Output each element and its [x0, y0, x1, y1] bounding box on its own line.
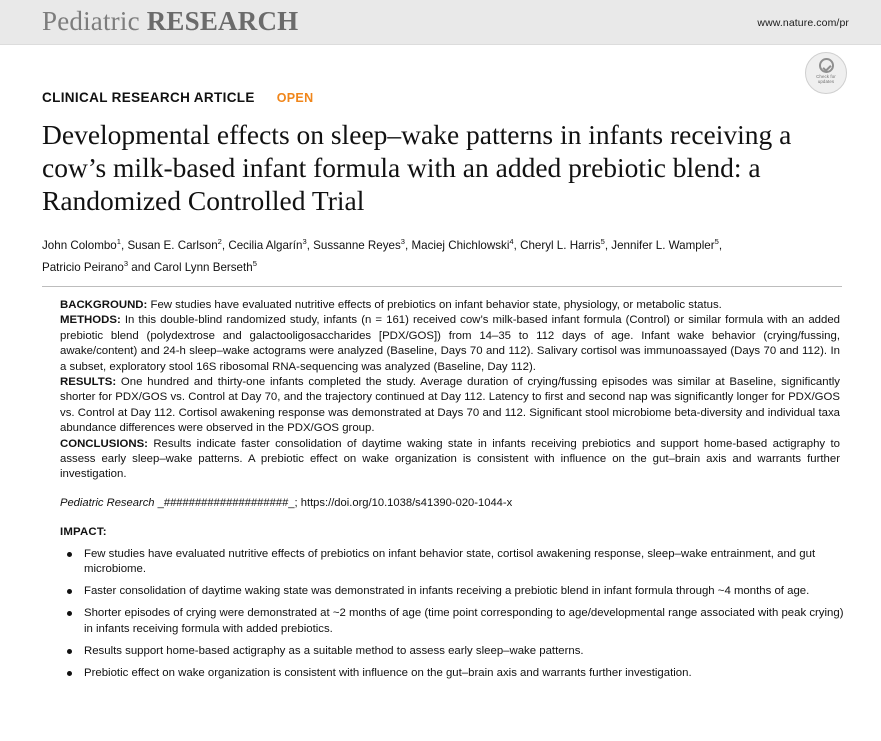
abstract-conclusions-label: CONCLUSIONS:	[60, 437, 148, 450]
article-header	[42, 90, 842, 277]
abstract-methods-label: METHODS:	[60, 314, 121, 327]
open-access-badge: OPEN	[276, 91, 314, 105]
citation-journal: Pediatric Research	[60, 496, 155, 509]
abstract-results	[60, 375, 840, 437]
page-title: Developmental effects on sleep–wake patterns in infants receiving a cow’s milk-based infant formula with an added prebiotic blend: a Randomized Controlled Trial	[42, 119, 792, 216]
list-item: Shorter episodes of crying were demonstrated at ~2 months of age (time point corresponding to age/developmental range associated with peak crying) in infants receiving formula with added prebiotics.	[60, 606, 850, 636]
citation-doi[interactable]: https://doi.org/10.1038/s41390-020-1044-x	[297, 496, 513, 509]
journal-url[interactable]: www.nature.com/pr	[757, 17, 849, 29]
abstract-methods	[60, 313, 840, 375]
citation-placeholder: _####################_;	[154, 496, 298, 509]
impact-heading: IMPACT:	[60, 525, 107, 538]
author-line-2: Patricio Peirano$^3$ and Carol Lynn Berseth$^5$	[42, 258, 257, 274]
journal-masthead	[0, 0, 881, 45]
crossmark-badge-icon[interactable]	[805, 52, 847, 94]
abstract-results-label: RESULTS:	[60, 376, 117, 389]
author-list	[42, 233, 832, 277]
abstract-methods-text: In this double-blind randomized study, infants (n = 161) received cow’s milk-based infant formula (Control) or similar formula with an added prebiotic blend (polydextrose and galactooligosaccharides [PDX/GOS]) from 14–35 to 112 days of age. Infant wake behavior (crying/fussing, awake/content) and 24-h sleep–wake actograms were analyzed (Baseline, Days 70 and 112). Salivary cortisol was immunoassayed (Days 70 and 112). In a subset, exploratory stool 16S ribosomal RNA-sequencing was analyzed (Baseline, Day 112).	[60, 314, 840, 373]
crossmark-line1: Check for	[816, 74, 836, 79]
citation-line	[60, 497, 840, 509]
abstract-conclusions	[60, 437, 840, 483]
list-item: Few studies have evaluated nutritive effects of prebiotics on infant behavior state, cortisol awakening response, sleep–wake entrainment, and gut microbiome.	[60, 547, 850, 577]
abstract-results-text: One hundred and thirty-one infants completed the study. Average duration of crying/fussing episodes was similar at Baseline, significantly shorter for PDX/GOS vs. Control at Day 70, and the trajectory continued at Day 112. Latency to first and second nap was significantly longer for PDX/GOS vs. Control at Day 112. Cortisol awakening response was demonstrated at Days 70 and 112. Significant stool microbiome beta-diversity and individual taxa abundance differences were observed in the PDX/GOS group.	[60, 376, 840, 435]
journal-logo	[42, 6, 298, 37]
list-item: Results support home-based actigraphy as a suitable method to assess early sleep–wake patterns.	[60, 644, 850, 659]
article-type-label: CLINICAL RESEARCH ARTICLE	[42, 90, 255, 105]
author-line-1: John Colombo$^1$, Susan E. Carlson$^2$, Cecilia Algarín$^3$, Sussanne Reyes$^3$, Maciej Chichlowski$^4$, Cheryl L. Harris$^5$, Jennifer L. Wampler$^5$,	[42, 237, 723, 252]
crossmark-line2: updates	[817, 79, 835, 85]
crossmark-check-icon	[819, 58, 834, 73]
kicker-row	[42, 90, 842, 105]
abstract-background-text: Few studies have evaluated nutritive effects of prebiotics on infant behavior state, physiology, or metabolic status.	[147, 299, 722, 311]
journal-name-part1: Pediatric	[42, 6, 147, 36]
abstract-section	[42, 286, 842, 688]
journal-name-part2: RESEARCH	[146, 6, 299, 36]
abstract-background	[60, 298, 840, 313]
abstract-conclusions-text: Results indicate faster consolidation of daytime waking state in infants receiving prebiotics and support home-based actigraphy to assess early sleep–wake patterns. A prebiotic effect on wake organization is consistent with influence on the gut–brain axis and warrants further investigation.	[60, 437, 840, 481]
list-item: Prebiotic effect on wake organization is consistent with influence on the gut–brain axis and warrants further investigation.	[60, 666, 850, 681]
impact-list	[60, 547, 850, 681]
abstract-body	[60, 298, 840, 483]
abstract-background-label: BACKGROUND:	[60, 299, 148, 311]
list-item: Faster consolidation of daytime waking state was demonstrated in infants receiving a prebiotic blend in infant formula through ~4 months of age.	[60, 584, 850, 599]
